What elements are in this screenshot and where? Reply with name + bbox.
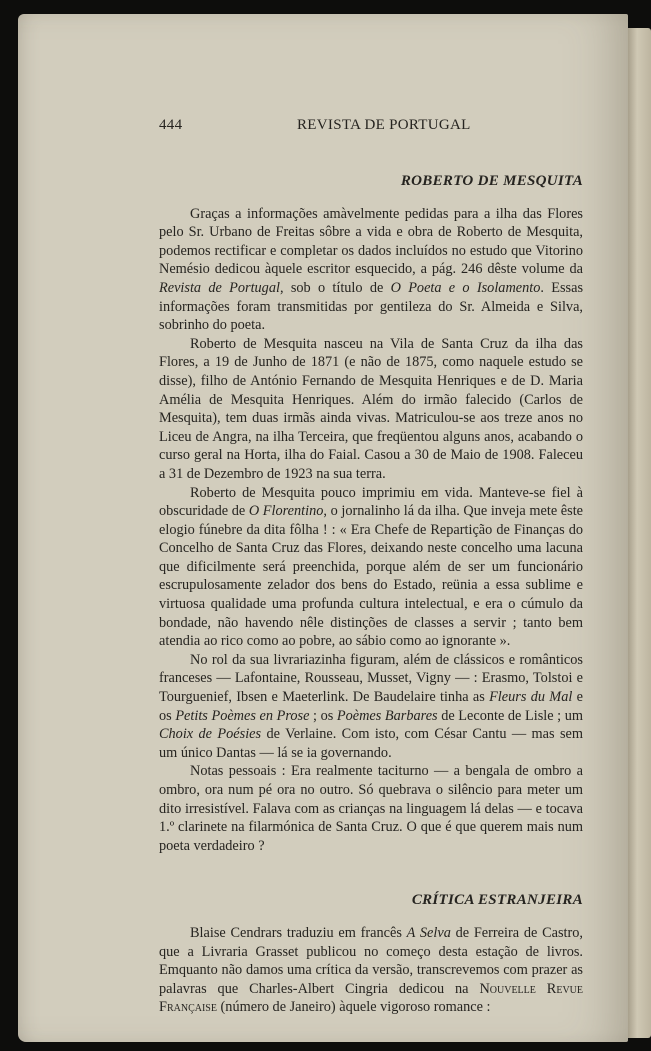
italic-title: A Selva bbox=[406, 924, 451, 941]
text-run: de Ferreira de Castro, que a Livraria Grasset publicou no começo desta estação de livros. Emquanto não damos uma crítica da versão, transcrevemos com prazer as palavras que Charles-Albert Cingria dedicou na bbox=[159, 924, 583, 997]
italic-title: O Poeta e o Isolamento bbox=[390, 279, 541, 296]
article-body bbox=[159, 170, 583, 1017]
page-number: 444 bbox=[159, 117, 183, 133]
text-run: , o jornalinho lá da ilha. Que inveja mete êste elogio fúnebre da dita fôlha ! : « Era Chefe de Repartição de Finanças do Concelho de Santa Cruz das Flores, deixando neste concelho uma lacuna que dificilmente será preenchida, porque além de ser um funcionário escrupulosamente zelador dos bens do Estado, reünia a essa sublime e virtuosa qualidade uma profunda cultura intelectual, e era o cúmulo da bondade, não havendo nêle distinções de classes a servir ; tanto bem atendia ao rico como ao pobre, ao sábio como ao ignorante ». bbox=[159, 503, 584, 650]
text-run: de Verlaine. Com isto, com César Cantu — mas sem um único Dantas — lá se ia governando. bbox=[159, 726, 583, 761]
text-run: Roberto de Mesquita pouco imprimiu em vida. Manteve-se fiel à obscuridade de bbox=[159, 484, 583, 520]
small-caps-title: Nouvelle Revue Française bbox=[159, 980, 584, 1016]
paragraph: Notas pessoais : Era realmente taciturno — a bengala de ombro a ombro, ora num pé ora no outro. Só quebrava o silêncio para meter um dito irresistível. Falava com as crianças na linguagem lá delas — e tocava 1.º clarinete na filarmónica de Santa Cruz. O que é que querem mais num poeta verdadeiro ? bbox=[159, 763, 583, 854]
text-run: (número de Janeiro) àquele vigoroso romance : bbox=[216, 999, 491, 1016]
running-head bbox=[159, 117, 583, 137]
paragraph bbox=[159, 924, 583, 1017]
facing-page-edge bbox=[628, 28, 651, 1038]
italic-title: Petits Poèmes en Prose bbox=[175, 707, 310, 724]
text-run: de Leconte de Lisle ; um bbox=[437, 707, 583, 724]
text-run: Graças a informações amàvelmente pedidas para a ilha das Flores pelo Sr. Urbano de Freitas sôbre a vida e obra de Roberto de Mesquita, podemos rectificar e completar os dados incluídos no estudo que Vitorino Nemésio dedicou àquele escritor esquecido, a pág. 246 dêste volume da bbox=[159, 205, 583, 278]
text-run: e os bbox=[159, 689, 583, 724]
italic-title: Choix de Poésies bbox=[159, 726, 262, 743]
italic-title: Revista de Portugal bbox=[159, 279, 280, 296]
text-run: ; os bbox=[309, 707, 337, 724]
text-run: Blaise Cendrars traduziu em francês bbox=[190, 924, 407, 941]
paragraph bbox=[159, 651, 583, 763]
paragraph bbox=[159, 205, 583, 335]
text-run: . Essas informações foram transmitidas por gentileza do Sr. Almeida e Silva, sobrinho do poeta. bbox=[159, 279, 584, 334]
italic-title: Fleurs du Mal bbox=[489, 689, 573, 706]
italic-title: O Florentino bbox=[248, 503, 324, 520]
section-title-roberto-de-mesquita: ROBERTO DE MESQUITA bbox=[400, 173, 583, 189]
italic-title: Poèmes Barbares bbox=[336, 707, 438, 724]
journal-title: REVISTA DE PORTUGAL bbox=[297, 117, 471, 133]
paragraph bbox=[159, 484, 583, 651]
section-title-critica-estranjeira: CRÍTICA ESTRANJEIRA bbox=[411, 892, 583, 909]
text-run: No rol da sua livrariazinha figuram, além de clássicos e românticos franceses — Lafontaine, Rousseau, Musset, Vigny — : Erasmo, Tolstoi e Tourguenief, Ibsen e Maeterlink. De Baudelaire tinha as bbox=[159, 651, 583, 706]
text-run: , sob o título de bbox=[279, 279, 391, 296]
paragraph: Roberto de Mesquita nasceu na Vila de Santa Cruz da ilha das Flores, a 19 de Junho de 1871 (e não de 1875, como naquele estudo se disse), filho de António Fernando de Mesquita Henriques e de D. Maria Amélia de Mesquita Henriques. Além do irmão falecido (Carlos de Mesquita), tem duas irmãs ainda vivas. Matriculou-se aos treze anos no Liceu de Angra, na ilha Terceira, que freqüentou alguns anos, acabando o curso geral na Horta, ilha do Faial. Casou a 30 de Maio de 1908. Faleceu a 31 de Dezembro de 1923 na sua terra. bbox=[159, 335, 583, 482]
